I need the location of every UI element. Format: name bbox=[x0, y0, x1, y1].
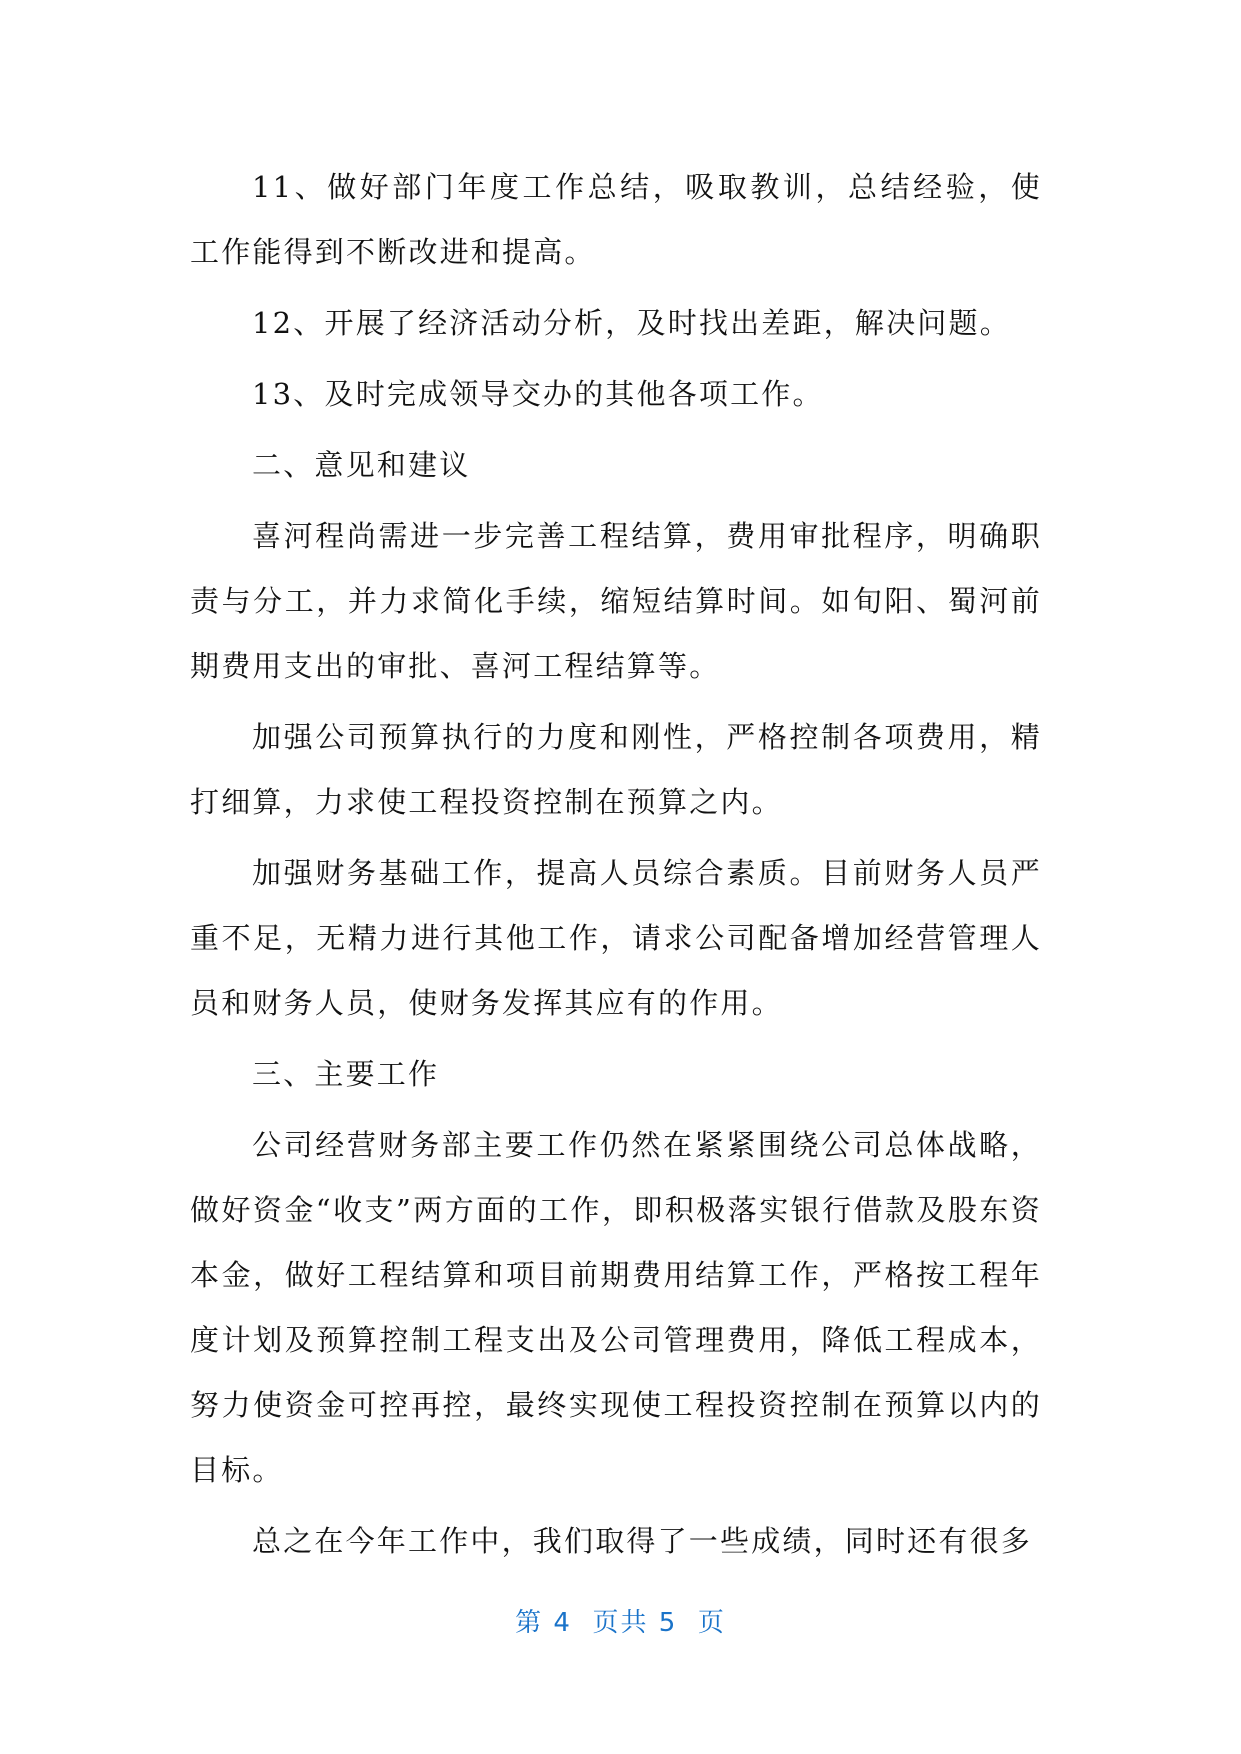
paragraph-item-13: 13、及时完成领导交办的其他各项工作。 bbox=[252, 377, 824, 411]
section-heading-main-work: 三、主要工作 bbox=[252, 1057, 440, 1091]
page-number-footer: 第 4 页共 5 页 bbox=[515, 1608, 726, 1638]
paragraph-summary: 总之在今年工作中，我们取得了一些成绩，同时还有很多 bbox=[252, 1524, 1033, 1558]
paragraph-staffing: 加强财务基础工作，提高人员综合素质。目前财务人员严重不足，无精力进行其他工作，请求公司配备增加经营管理人员和财务人员，使财务发挥其应有的作用。 bbox=[190, 856, 1042, 1020]
section-heading-suggestions: 二、意见和建议 bbox=[252, 448, 471, 482]
paragraph-main-work: 公司经营财务部主要工作仍然在紧紧围绕公司总体战略，做好资金“收支”两方面的工作，即积极落实银行借款及股东资本金，做好工程结算和项目前期费用结算工作，严格按工程年度计划及预算控制工程支出及公司管理费用，降低工程成本，努力使资金可控再控，最终实现使工程投资控制在预算以内的目标。 bbox=[190, 1128, 1042, 1487]
paragraph-budget: 加强公司预算执行的力度和刚性，严格控制各项费用，精打细算，力求使工程投资控制在预算之内。 bbox=[190, 720, 1042, 819]
paragraph-item-11: 11、做好部门年度工作总结，吸取教训，总结经验，使工作能得到不断改进和提高。 bbox=[190, 170, 1042, 269]
paragraph-settlement: 喜河程尚需进一步完善工程结算，费用审批程序，明确职责与分工，并力求简化手续，缩短结算时间。如旬阳、蜀河前期费用支出的审批、喜河工程结算等。 bbox=[190, 519, 1042, 683]
paragraph-item-12: 12、开展了经济活动分析，及时找出差距，解决问题。 bbox=[252, 306, 1011, 340]
document-body bbox=[190, 155, 1042, 1580]
